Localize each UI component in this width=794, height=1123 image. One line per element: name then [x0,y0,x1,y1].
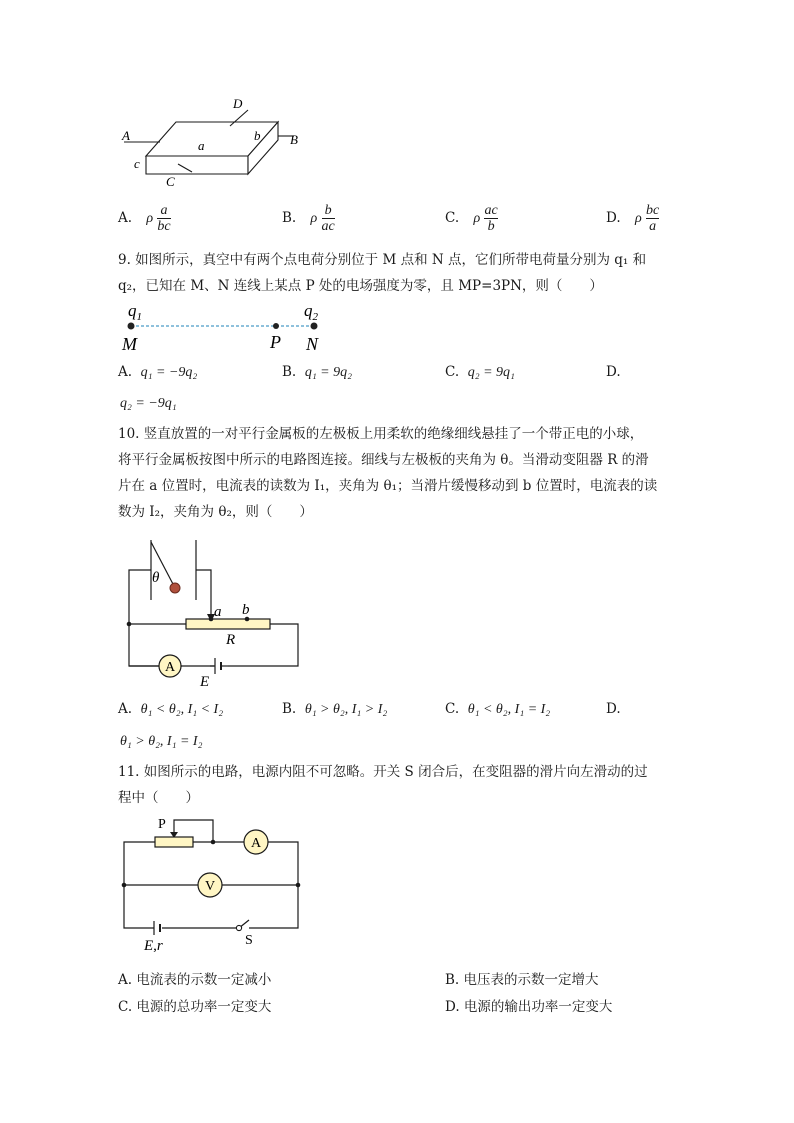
charge-n-dot [311,323,318,330]
rheostat-p [155,837,193,847]
point-p-dot [273,323,279,329]
q8-fraction-b: $\frac{b}{ac}$ [321,203,335,234]
q11-option-c[interactable]: C. 电源的总功率一定变大 [118,999,272,1015]
block-label-c: c [134,156,140,171]
q10-option-d-letter[interactable]: D. [606,701,621,717]
point-n-label: N [306,334,319,354]
q10-option-a[interactable]: A. θ₁ < θ₂, I₁ < I₂ [118,701,224,717]
emf-e-label: E [200,674,210,688]
rheostat-r [186,619,270,629]
switch-s-label: S [245,933,253,948]
q11-option-b[interactable]: B. 电压表的示数一定增大 [445,972,599,988]
charge-m-dot [128,323,135,330]
point-p-label: P [270,332,281,352]
q8-fraction-d: $\frac{bc}{a}$ [645,203,660,234]
q10-option-c[interactable]: C. θ₁ < θ₂, I₁ = I₂ [445,701,551,717]
q8-option-c[interactable]: C. ρ $\frac{ac}{b}$ [445,203,498,234]
q11-stem-line1: 11. 如图所示的电路，电源内阻不可忽略。开关 S 闭合后，在变阻器的滑片向左滑动的过 [118,764,648,780]
slider-a-label: a [214,604,222,620]
q10-stem-line3: 片在 a 位置时，电流表的读数为 I₁，夹角为 θ₁；当滑片缓慢移动到 b 位置时，电流表的读 [118,478,658,494]
q11-stem-line2: 程中（ ） [118,790,199,806]
charge-q1-label: $q_1$ [128,301,142,323]
ammeter-label: A [165,660,176,675]
block-figure [118,92,308,192]
block-label-A: A [122,128,130,143]
ammeter-a-label: A [251,836,262,851]
q9-stem-line2: q₂，已知在 M、N 连线上某点 P 处的电场强度为零，且 MP=3PN，则（ ） [118,278,603,294]
slider-p-label: P [158,817,166,832]
q11-option-d[interactable]: D. 电源的输出功率一定变大 [445,999,613,1015]
q9-option-d[interactable]: q₂ = −9q₁ [120,396,177,411]
q10-stem-line4: 数为 I₂，夹角为 θ₂，则（ ） [118,504,313,520]
q11-option-a[interactable]: A. 电流表的示数一定减小 [118,972,272,988]
charged-ball [170,583,180,593]
q9-option-d-letter[interactable]: D. [606,364,621,380]
q8-fraction-c: $\frac{ac}{b}$ [484,203,498,234]
q10-option-b[interactable]: B. θ₁ > θ₂, I₁ > I₂ [282,701,388,717]
block-label-b: b [254,128,261,143]
q10-stem-line1: 10. 竖直放置的一对平行金属板的左极板上用柔软的绝缘细线悬挂了一个带正电的小球， [118,426,644,442]
emf-er-label: E,r [144,938,163,952]
block-label-B: B [290,132,298,147]
theta-label: θ [152,570,160,586]
plates-circuit-figure [118,536,308,688]
slider-b-label: b [242,602,250,618]
q10-option-d[interactable]: θ₁ > θ₂, I₁ = I₂ [120,734,203,749]
charges-figure [118,300,338,356]
block-label-a: a [198,138,205,153]
q8-option-b[interactable]: B. ρ $\frac{b}{ac}$ [282,203,335,234]
q8-option-a[interactable]: A. ρ $\frac{a}{bc}$ [118,203,171,234]
block-label-C: C [166,174,175,189]
voltmeter-v-label: V [205,879,216,894]
charge-q2-label: $q_2$ [304,301,318,323]
block-label-D: D [233,96,243,111]
point-m-label: M [122,334,137,354]
q9-stem-line1: 9. 如图所示，真空中有两个点电荷分别位于 M 点和 N 点，它们所带电荷量分别为 q₁ 和 [118,252,647,268]
resistor-r-label: R [226,632,236,648]
q8-option-d[interactable]: D. ρ $\frac{bc}{a}$ [606,203,660,234]
q10-stem-line2: 将平行金属板按图中所示的电路图连接。细线与左极板的夹角为 θ。当滑动变阻器 R 的滑 [118,452,649,468]
circuit11-figure [118,812,308,952]
q9-option-b[interactable]: B. q₁ = 9q₂ [282,364,352,380]
q9-option-c[interactable]: C. q₂ = 9q₁ [445,364,515,380]
q9-option-a[interactable]: A. q₁ = −9q₂ [118,364,198,380]
q8-fraction-a: $\frac{a}{bc}$ [157,203,171,234]
